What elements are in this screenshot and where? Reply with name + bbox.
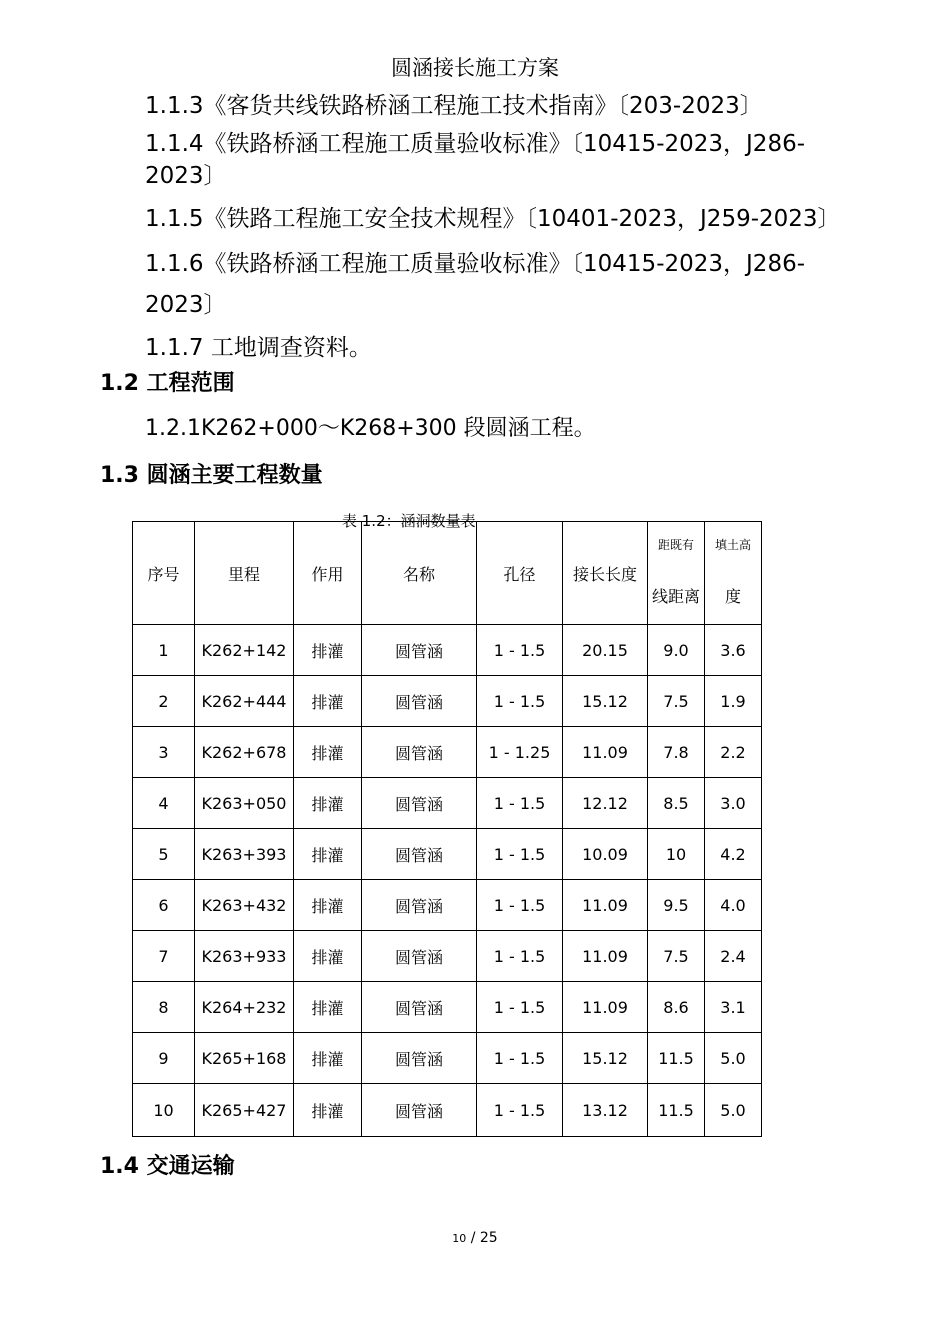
cell-no: 10 xyxy=(133,1084,195,1137)
cell-use: 排灌 xyxy=(294,982,362,1033)
culvert-quantity-table xyxy=(132,521,762,1137)
cell-name: 圆管涵 xyxy=(362,625,477,676)
cell-use: 排灌 xyxy=(294,931,362,982)
cell-use: 排灌 xyxy=(294,778,362,829)
cell-length: 20.15 xyxy=(563,625,648,676)
header-mileage: 里程 xyxy=(195,522,294,625)
cell-distance: 11.5 xyxy=(648,1084,705,1137)
cell-no: 6 xyxy=(133,880,195,931)
cell-fill-height: 2.4 xyxy=(705,931,762,982)
cell-length: 11.09 xyxy=(563,931,648,982)
cell-distance: 11.5 xyxy=(648,1033,705,1084)
cell-use: 排灌 xyxy=(294,676,362,727)
table-row xyxy=(133,829,762,880)
cell-no: 5 xyxy=(133,829,195,880)
cell-name: 圆管涵 xyxy=(362,829,477,880)
cell-length: 13.12 xyxy=(563,1084,648,1137)
header-name: 名称 xyxy=(362,522,477,625)
cell-aperture: 1 - 1.5 xyxy=(477,829,563,880)
cell-use: 排灌 xyxy=(294,1084,362,1137)
table-row xyxy=(133,625,762,676)
page-number xyxy=(0,1230,950,1246)
table-body xyxy=(133,625,762,1137)
cell-use: 排灌 xyxy=(294,829,362,880)
cell-no: 2 xyxy=(133,676,195,727)
cell-fill-height: 1.9 xyxy=(705,676,762,727)
cell-length: 12.12 xyxy=(563,778,648,829)
cell-use: 排灌 xyxy=(294,727,362,778)
cell-mileage: K265+168 xyxy=(195,1033,294,1084)
table-row xyxy=(133,880,762,931)
table-row xyxy=(133,982,762,1033)
header-distance-top: 距既有 xyxy=(657,538,694,552)
cell-no: 9 xyxy=(133,1033,195,1084)
cell-mileage: K263+933 xyxy=(195,931,294,982)
cell-aperture: 1 - 1.5 xyxy=(477,931,563,982)
section-1-4-heading: 1.4 交通运输 xyxy=(100,1154,235,1179)
cell-name: 圆管涵 xyxy=(362,1084,477,1137)
cell-name: 圆管涵 xyxy=(362,982,477,1033)
header-distance xyxy=(648,522,705,625)
header-fill-top: 填土高 xyxy=(714,538,751,552)
cell-mileage: K263+050 xyxy=(195,778,294,829)
table-row xyxy=(133,727,762,778)
cell-name: 圆管涵 xyxy=(362,931,477,982)
cell-distance: 7.8 xyxy=(648,727,705,778)
cell-length: 11.09 xyxy=(563,727,648,778)
table-row xyxy=(133,1033,762,1084)
cell-fill-height: 5.0 xyxy=(705,1033,762,1084)
cell-aperture: 1 - 1.25 xyxy=(477,727,563,778)
cell-aperture: 1 - 1.5 xyxy=(477,880,563,931)
cell-mileage: K263+393 xyxy=(195,829,294,880)
table-header-row xyxy=(133,522,762,625)
cell-aperture: 1 - 1.5 xyxy=(477,625,563,676)
header-length: 接长长度 xyxy=(563,522,648,625)
table-row xyxy=(133,1084,762,1137)
ref-1-1-5: 1.1.5《铁路工程施工安全技术规程》〔10401-2023，J259-2023〕 xyxy=(145,206,841,232)
cell-mileage: K265+427 xyxy=(195,1084,294,1137)
cell-distance: 7.5 xyxy=(648,931,705,982)
cell-aperture: 1 - 1.5 xyxy=(477,778,563,829)
cell-aperture: 1 - 1.5 xyxy=(477,1033,563,1084)
table-caption: 表 1.2：涵洞数量表 xyxy=(342,512,476,530)
cell-length: 11.09 xyxy=(563,880,648,931)
cell-mileage: K263+432 xyxy=(195,880,294,931)
cell-name: 圆管涵 xyxy=(362,676,477,727)
cell-distance: 10 xyxy=(648,829,705,880)
header-fill-height xyxy=(705,522,762,625)
page-separator: / xyxy=(470,1230,476,1246)
cell-name: 圆管涵 xyxy=(362,727,477,778)
section-1-3-heading: 1.3 圆涵主要工程数量 xyxy=(100,463,323,488)
section-1-2-heading: 1.2 工程范围 xyxy=(100,371,235,396)
cell-distance: 9.0 xyxy=(648,625,705,676)
cell-length: 15.12 xyxy=(563,1033,648,1084)
cell-mileage: K262+444 xyxy=(195,676,294,727)
header-no: 序号 xyxy=(133,522,195,625)
table-row xyxy=(133,778,762,829)
cell-fill-height: 3.6 xyxy=(705,625,762,676)
cell-fill-height: 2.2 xyxy=(705,727,762,778)
cell-no: 1 xyxy=(133,625,195,676)
page-current: 10 xyxy=(452,1232,467,1245)
cell-fill-height: 4.0 xyxy=(705,880,762,931)
cell-fill-height: 4.2 xyxy=(705,829,762,880)
cell-distance: 9.5 xyxy=(648,880,705,931)
page-total: 25 xyxy=(479,1230,498,1246)
cell-aperture: 1 - 1.5 xyxy=(477,982,563,1033)
ref-1-1-4: 1.1.4《铁路桥涵工程施工质量验收标准》〔10415-2023，J286- xyxy=(145,131,806,157)
cell-use: 排灌 xyxy=(294,1033,362,1084)
section-1-2-1-text: 1.2.1K262+000～K268+300 段圆涵工程。 xyxy=(145,416,596,441)
header-aperture: 孔径 xyxy=(477,522,563,625)
header-fill-bottom: 度 xyxy=(724,587,741,606)
cell-mileage: K262+678 xyxy=(195,727,294,778)
cell-aperture: 1 - 1.5 xyxy=(477,676,563,727)
table-row xyxy=(133,676,762,727)
ref-1-1-7: 1.1.7 工地调查资料。 xyxy=(145,335,372,361)
header-use: 作用 xyxy=(294,522,362,625)
cell-distance: 8.6 xyxy=(648,982,705,1033)
table-row xyxy=(133,931,762,982)
cell-aperture: 1 - 1.5 xyxy=(477,1084,563,1137)
cell-name: 圆管涵 xyxy=(362,778,477,829)
cell-distance: 8.5 xyxy=(648,778,705,829)
cell-length: 15.12 xyxy=(563,676,648,727)
ref-1-1-6-cont: 2023〕 xyxy=(145,292,227,318)
header-distance-bottom: 线距离 xyxy=(651,587,700,606)
cell-mileage: K264+232 xyxy=(195,982,294,1033)
cell-no: 7 xyxy=(133,931,195,982)
cell-length: 10.09 xyxy=(563,829,648,880)
cell-length: 11.09 xyxy=(563,982,648,1033)
cell-fill-height: 5.0 xyxy=(705,1084,762,1137)
cell-no: 8 xyxy=(133,982,195,1033)
cell-use: 排灌 xyxy=(294,625,362,676)
cell-name: 圆管涵 xyxy=(362,1033,477,1084)
cell-use: 排灌 xyxy=(294,880,362,931)
cell-no: 3 xyxy=(133,727,195,778)
cell-name: 圆管涵 xyxy=(362,880,477,931)
cell-mileage: K262+142 xyxy=(195,625,294,676)
ref-1-1-6: 1.1.6《铁路桥涵工程施工质量验收标准》〔10415-2023，J286- xyxy=(145,251,806,277)
cell-no: 4 xyxy=(133,778,195,829)
ref-1-1-4-cont: 2023〕 xyxy=(145,163,227,189)
cell-distance: 7.5 xyxy=(648,676,705,727)
page-header-title: 圆涵接长施工方案 xyxy=(391,56,559,80)
cell-fill-height: 3.0 xyxy=(705,778,762,829)
ref-1-1-3: 1.1.3《客货共线铁路桥涵工程施工技术指南》〔203-2023〕 xyxy=(145,93,763,119)
cell-fill-height: 3.1 xyxy=(705,982,762,1033)
